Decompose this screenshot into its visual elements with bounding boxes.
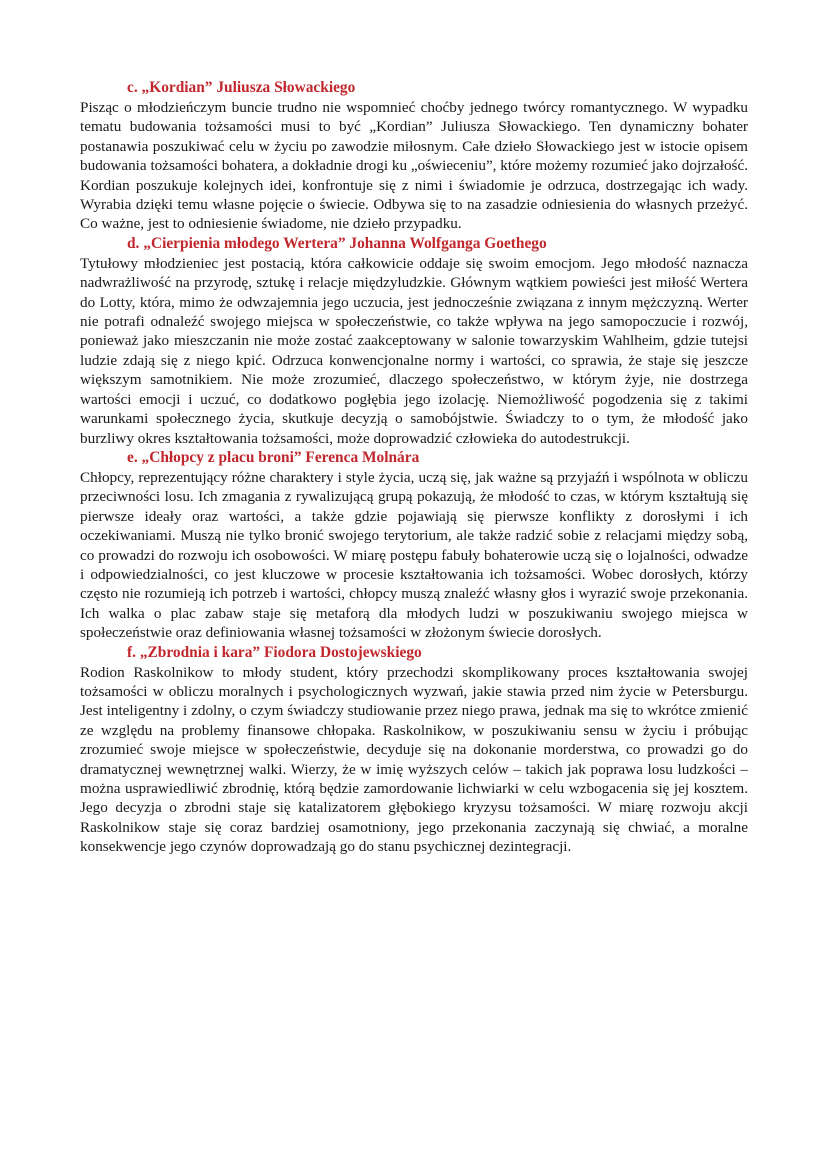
section-paragraph: Tytułowy młodzieniec jest postacią, która całkowicie oddaje się swoim emocjom. Jego młodość naznacza nadwrażliwość na przyrodę, sztukę i relacje międzyludzkie. Głównym wątkiem powieści jest miłość Wertera do Lotty, która, mimo że odwzajemnia jego uczucia, jest jednocześnie związana z innym mężczyzną. Werter nie potrafi odnaleźć swojego miejsca w społeczeństwie, co także wpływa na jego samopoczucie i rozwój, ponieważ jako mieszczanin nie może zostać zaakceptowany w salonie towarzyskim Wahlheim, gdzie tutejsi ludzie zdają się z niego kpić. Odrzuca konwencjonalne normy i wartości, co sprawia, że staje się jeszcze większym samotnikiem. Nie może zrozumieć, dlaczego społeczeństwo, w którym żyje, nie dostrzega wartości emocji i uczuć, co dodatkowo pogłębia jego izolację. Niemożliwość pogodzenia się z takimi warunkami społecznego życia, skutkuje decyzją o samobójstwie. Świadczy to o tym, że młodość jako burzliwy okres kształtowania tożsamości, może doprowadzić człowieka do autodestrukcji. <box>80 254 748 447</box>
section-paragraph: Chłopcy, reprezentujący różne charaktery i style życia, uczą się, jak ważne są przyjaźń i wspólnota w obliczu przeciwności losu. Ich zmagania z rywalizującą grupą pokazują, że młodość to czas, w którym kształtują się pierwsze ideały oraz wartości, a także gdzie pojawiają się pierwsze konflikty z dorosłymi i ich oczekiwaniami. Muszą nie tylko bronić swojego terytorium, ale także radzić sobie z relacjami między sobą, co prowadzi do rozwoju ich osobowości. W miarę postępu fabuły bohaterowie uczą się o lojalności, odwadze i odpowiedzialności, co jest kluczowe w procesie kształtowania ich tożsamości. Wobec dorosłych, którzy często nie rozumieją ich potrzeb i wartości, chłopcy muszą znaleźć własny głos i wyrazić swoje przekonania. Ich walka o plac zabaw staje się metaforą dla młodych ludzi w poszukiwaniu swojego miejsca w społeczeństwie oraz definiowania własnej tożsamości w złożonym świecie dorosłych. <box>80 468 748 642</box>
section-werter <box>80 234 748 448</box>
section-heading: f. „Zbrodnia i kara” Fiodora Dostojewskiego <box>127 643 422 661</box>
section-heading: c. „Kordian” Juliusza Słowackiego <box>127 79 356 96</box>
section-heading: d. „Cierpienia młodego Wertera” Johanna Wolfganga Goethego <box>127 234 547 252</box>
section-heading: e. „Chłopcy z placu broni” Ferenca Molnára <box>127 448 420 466</box>
section-paragraph: Pisząc o młodzieńczym buncie trudno nie wspomnieć choćby jednego twórcy romantycznego. W wypadku tematu budowania tożsamości musi to być „Kordian” Juliusza Słowackiego. Ten dynamiczny bohater postanawia poszukiwać celu w życiu po zawodzie miłosnym. Całe dzieło Słowackiego jest w istocie opisem budowania tożsamości bohatera, a dokładnie drogi ku „oświeceniu”, które możemy rozumieć jako dojrzałość. Kordian poszukuje kolejnych idei, konfrontuje się z nimi i świadomie je odrzuca, dostrzegając ich wady. Wyrabia dzięki temu własne pojęcie o świecie. Odbywa się to na zasadzie odniesienia do własnych przeżyć. Co ważne, jest to odniesienie świadome, nie dzieło przypadku. <box>80 99 748 233</box>
section-kordian <box>80 78 748 234</box>
section-paragraph: Rodion Raskolnikow to młody student, który przechodzi skomplikowany proces kształtowania swojej tożsamości w obliczu moralnych i psychologicznych wyzwań, jakie stawia przed nim życie w Petersburgu. Jest inteligentny i zdolny, o czym świadczy studiowanie przez niego prawa, jednak ma się to wkrótce zmienić ze względu na problemy finansowe chłopaka. Raskolnikow, w poszukiwaniu sensu w życiu i próbując zrozumieć swoje miejsce w społeczeństwie, decyduje się na dokonanie morderstwa, co prowadzi go do dramatycznej wewnętrznej walki. Wierzy, że w imię wyższych celów – takich jak poprawa losu ludzkości – można usprawiedliwić zbrodnię, którą będzie zamordowanie lichwiarki w celu wzbogacenia się jej kosztem. Jego decyzja o zbrodni staje się katalizatorem głębokiego kryzysu tożsamości. W miarę rozwoju akcji Raskolnikow staje się coraz bardziej osamotniony, jego przekonania zaczynają się chwiać, a moralne konsekwencje jego czynów doprowadzają go do stanu psychicznej dezintegracji. <box>80 663 748 856</box>
document-page <box>80 78 748 857</box>
section-chlopcy <box>80 448 748 643</box>
section-zbrodnia <box>80 643 748 857</box>
